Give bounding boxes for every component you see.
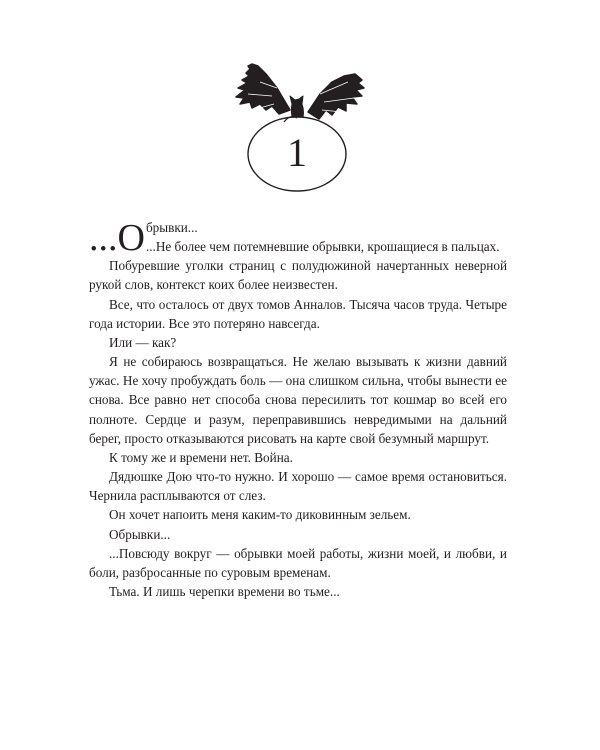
paragraph: Тьма. И лишь черепки времени во тьме... — [109, 583, 340, 599]
chapter-number: 1 — [287, 130, 307, 175]
paragraph: Я не собираюсь возвращаться. Не желаю вызывать к жизни давний ужас. Не хочу пробуждать боль — она слишком сильна, чтобы вынести ее снова. Все равно нет способа снова пересилить тот кошмар во всей его полноте. Сердце и разум, переправившись невредимыми на дальний берег, просто отказываются рисовать на карте свой безумный маршрут. — [89, 354, 507, 446]
paragraph: Все, что осталось от двух томов Анналов. Тысяча часов труда. Четыре года истории. Все это потеряно навсегда. — [89, 296, 507, 331]
paragraph: Он хочет напоить меня каким-то диковинным зельем. — [109, 507, 411, 523]
paragraph: Или — как? — [109, 334, 177, 350]
chapter-emblem — [222, 52, 372, 194]
chapter-badge — [248, 117, 346, 191]
paragraph-text: ...Не более чем потемневшие обрывки, крошащиеся в пальцах. — [145, 239, 500, 255]
paragraph: Побуревшие уголки страниц с полудюжиной начертанных неверной рукой слов, контекст коих более неизвестен. — [89, 258, 507, 293]
paragraph: Дядюшке Дою что-то нужно. И хорошо — самое время остановиться. Чернила расплываются от слез. — [89, 469, 507, 504]
paragraph — [89, 217, 507, 259]
paragraph: ...Повсюду вокруг — обрывки моей работы, жизни моей, и любви, и боли, разбросанные по суровым временам. — [89, 545, 507, 580]
chapter-text — [89, 218, 507, 601]
drop-cap: ...О — [89, 217, 145, 259]
opening-word: брывки... — [145, 220, 198, 235]
paragraph: К тому же и времени нет. Война. — [109, 449, 293, 465]
paragraph: Обрывки... — [109, 526, 171, 542]
